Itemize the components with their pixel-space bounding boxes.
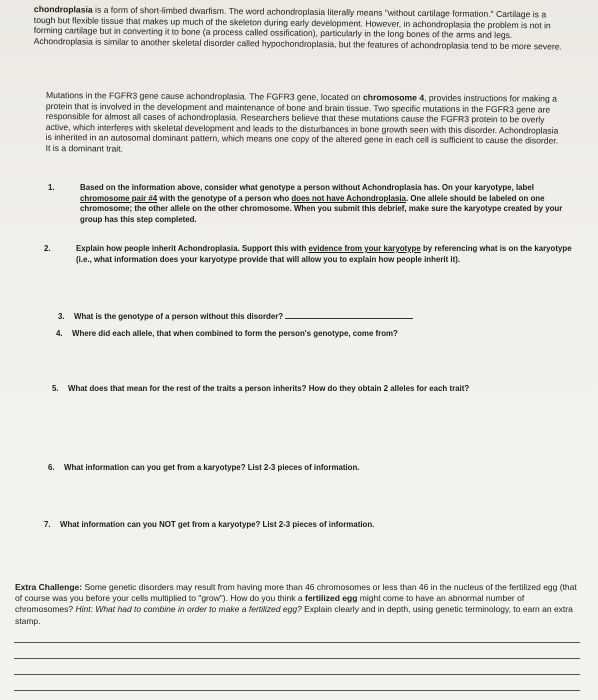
question-7-number: 7.	[44, 520, 51, 529]
extra-challenge-text-c: Explain clearly and in depth, using genetic terminology, to earn an extra stamp.	[15, 604, 573, 626]
question-2-text-a: Explain how people inherit Achondroplasia. Support this with	[76, 244, 309, 253]
intro-paragraph-2-text-a: Mutations in the FGFR3 gene cause achondroplasia. The FGFR3 gene, located on	[45, 90, 364, 103]
extra-challenge-hint: Hint: What had to combine in order to make a fertilized egg?	[75, 604, 302, 615]
question-1-text-a: Based on the information above, consider what genotype a person without Achondroplasia has. On your karyotype, label	[80, 183, 534, 192]
question-4-text: Where did each allele, that when combined to form the person's genotype, come from?	[72, 329, 398, 338]
question-4-number: 4.	[56, 329, 63, 338]
question-6-number: 6.	[48, 463, 55, 472]
no-achondroplasia-term: does not have Achondroplasia	[291, 193, 406, 203]
intro-paragraph-2	[46, 90, 564, 157]
answer-line-2[interactable]	[14, 658, 580, 659]
extra-challenge	[15, 582, 581, 627]
question-6	[48, 463, 558, 474]
intro-lead-word: chondroplasia	[33, 4, 93, 15]
question-5-text: What does that mean for the rest of the traits a person inherits? How do they obtain 2 alleles for each trait?	[68, 384, 470, 393]
question-1-number: 1.	[48, 183, 55, 192]
question-3-text: What is the genotype of a person without this disorder?	[74, 312, 284, 321]
intro-paragraph-1	[34, 4, 564, 52]
extra-challenge-label: Extra Challenge:	[15, 582, 83, 592]
question-2	[44, 244, 580, 265]
extra-challenge-text-b: might come to have an abnormal number of chromosomes?	[15, 593, 525, 615]
chromosome-4-term: chromosome 4	[362, 92, 425, 103]
answer-line-3[interactable]	[14, 674, 580, 675]
question-2-text-b: by referencing what is on the karyotype (i.e., what information does your karyotype provide that will allow you to explain how people inherit it).	[76, 244, 572, 264]
question-1	[48, 183, 580, 225]
question-1-text-c: . One allele should be labeled on one chromosome; the other allele on the other chromosome. When you submit this debrief, make sure the karyotype created by your group has this step completed.	[80, 193, 563, 224]
karyotype-evidence-term: evidence from your karyotype	[308, 244, 421, 253]
question-5-number: 5.	[52, 384, 59, 393]
intro-paragraph-2-text-b: , provides instructions for making a protein that is involved in the development and maintenance of bone and brain tissue. Two specific mutations in the FGFR3 gene are responsible for almost all cases of achondroplasia. Researchers believe that these mutations cause the FGFR3 protein to be overly active, which interferes with skeletal development and leads to the disturbances in bone growth seen with this disorder. Achondroplasia is inherited in an autosomal dominant pattern, which means one copy of the altered gene in each cell is sufficient to cause the disorder. It is a dominant trait.	[45, 92, 559, 154]
question-6-text: What information can you get from a karyotype? List 2-3 pieces of information.	[64, 463, 360, 472]
question-3-number: 3.	[58, 312, 65, 321]
question-3	[58, 310, 558, 323]
question-7-text: What information can you NOT get from a karyotype? List 2-3 pieces of information.	[60, 520, 375, 529]
fertilized-egg-term: fertilized egg	[304, 593, 358, 604]
chromosome-pair-4-term: chromosome pair #4	[80, 193, 158, 203]
genotype-answer-blank[interactable]	[285, 310, 413, 319]
answer-line-4[interactable]	[14, 690, 580, 691]
question-4	[56, 329, 556, 340]
question-2-number: 2.	[44, 244, 51, 253]
intro-paragraph-1-text: is a form of short-limbed dwarfism. The word achondroplasia literally means "without cartilage formation." Cartilage is a tough but flexible tissue that makes up much of the skeleton during early development. However, in achondroplasia the problem is not in forming cartilage but in converting it to bone (a process called ossification), particularly in the long bones of the arms and legs. Achondroplasia is similar to another skeletal disorder called hypochondroplasia, but the features of achondroplasia tend to be more severe.	[33, 4, 562, 52]
question-1-text-b: with the genotype of a person who	[157, 193, 292, 203]
extra-challenge-text-a: Some genetic disorders may result from having more than 46 chromosomes or less than 46 in the nucleus of the fertilized egg (that of course was you before your cells multiplied to "grow"). How do you think a	[15, 582, 577, 604]
question-7	[44, 520, 554, 531]
answer-line-1[interactable]	[14, 642, 580, 643]
question-5	[52, 384, 562, 395]
